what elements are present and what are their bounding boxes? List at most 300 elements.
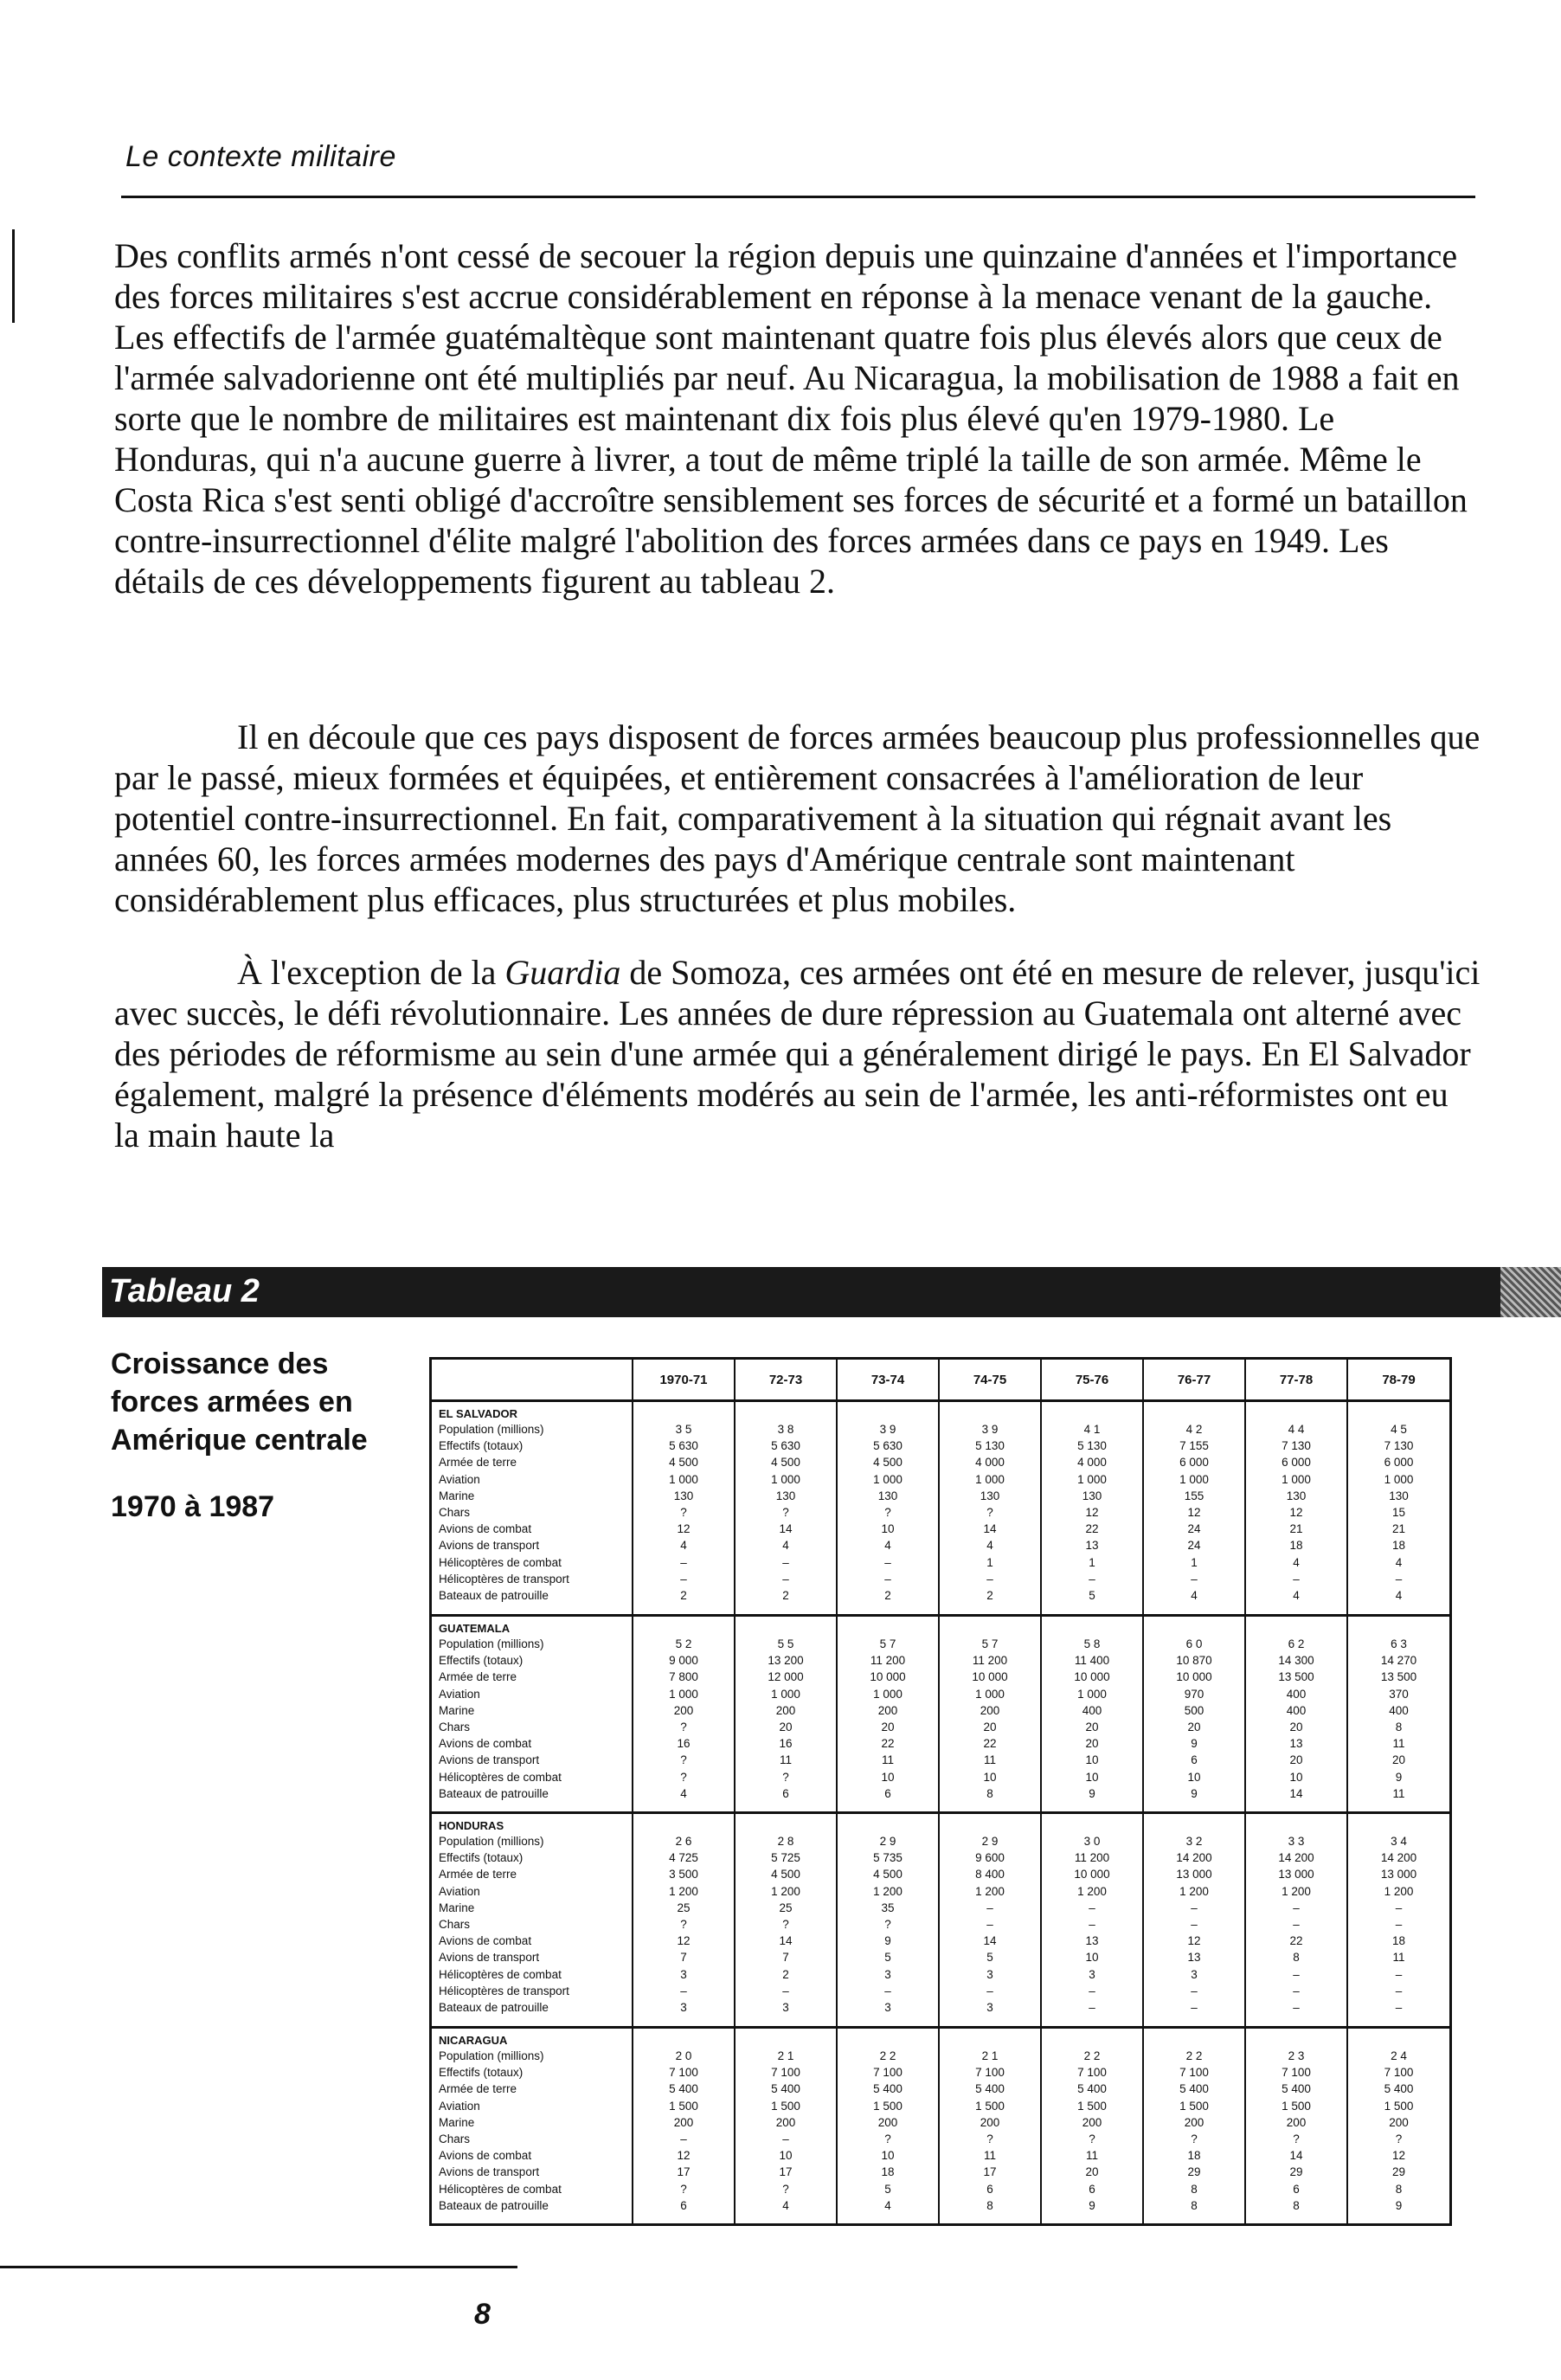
table-cell: 1 200: [771, 1884, 800, 1898]
table-cell: 4: [782, 2198, 789, 2212]
table-cell: 13 000: [1176, 1868, 1212, 1881]
table-cell: –: [782, 1984, 789, 1997]
table-cell: 4: [986, 1539, 993, 1553]
table-cell: 7: [782, 1951, 789, 1965]
table-cell: 9: [1395, 2198, 1403, 2212]
table-cell: 11 200: [870, 1654, 906, 1668]
table-cell: 20: [1085, 1720, 1099, 1734]
table-cell: 4 500: [873, 1456, 903, 1470]
table-cell: 7: [680, 1951, 687, 1965]
row-label: Population (millions): [439, 1637, 544, 1650]
table-cell: 4 000: [975, 1456, 1005, 1470]
table-cell: 1 200: [669, 1884, 698, 1898]
table-cell: –: [1395, 1901, 1403, 1914]
table-cell: ?: [782, 1506, 789, 1520]
table-cell: 3: [986, 2001, 993, 2015]
column-header: 76-77: [1143, 1360, 1245, 1401]
row-label: Aviation: [439, 1687, 480, 1701]
table-cell: –: [680, 1572, 687, 1586]
table-cell: ?: [884, 2132, 891, 2145]
table-cell: 1 500: [771, 2099, 800, 2113]
table-cell: ?: [680, 1770, 687, 1784]
column-header: 73-74: [837, 1360, 939, 1401]
table-cell: 4 725: [669, 1851, 698, 1865]
row-label: Avions de combat: [439, 1934, 532, 1948]
table-cell: 9: [1089, 1786, 1095, 1800]
table-cell: 4: [1293, 1555, 1300, 1569]
table-cell: 20: [779, 1720, 793, 1734]
table-cell: 11 200: [1074, 1851, 1110, 1865]
table-cell: –: [1395, 1918, 1403, 1932]
table-cell: 200: [1286, 2115, 1307, 2129]
table-cell: 11: [1085, 2149, 1098, 2163]
table-cell: 200: [877, 1703, 898, 1717]
table-cell: 18: [881, 2165, 895, 2179]
table-cell: 2: [782, 1589, 789, 1603]
table-cell: 4: [680, 1539, 687, 1553]
table-cell: 1 500: [873, 2099, 903, 2113]
table-cell: –: [782, 1572, 789, 1586]
table-cell: 10 000: [1074, 1670, 1110, 1684]
table-cell: 1 200: [1077, 1884, 1107, 1898]
table-cell: 9: [1191, 1786, 1198, 1800]
table-cell: 6: [884, 1786, 891, 1800]
table-cell: 3: [782, 2001, 789, 2015]
table-cell: –: [1191, 1572, 1198, 1586]
table-cell: 130: [877, 1489, 898, 1502]
table-cell: 4 5: [1391, 1423, 1407, 1436]
table-cell: –: [1293, 1967, 1300, 1981]
table-cell: 21: [1391, 1522, 1406, 1536]
table-cell: 11 200: [972, 1654, 1008, 1668]
table-cell: 1 000: [1282, 1472, 1311, 1486]
table-cell: 1: [986, 1555, 993, 1569]
table-cell: 12: [1289, 1506, 1303, 1520]
table-cell: 14 270: [1380, 1654, 1417, 1668]
table-cell: –: [1395, 1572, 1403, 1586]
table-cell: 10 000: [1074, 1868, 1110, 1881]
table-cell: 400: [1286, 1703, 1307, 1717]
row-label: Avions de combat: [439, 2149, 532, 2163]
table-cell: 11: [779, 1753, 792, 1767]
table-cell: 5 400: [1282, 2082, 1311, 2096]
table-cell: 9 000: [669, 1654, 698, 1668]
table-cell: 10: [1187, 1770, 1201, 1784]
table-cell: 8 400: [975, 1868, 1005, 1881]
row-label: Population (millions): [439, 1423, 544, 1436]
table-cell: 20: [1289, 1753, 1303, 1767]
table-cell: –: [986, 1901, 993, 1914]
table-cell: 13 200: [768, 1654, 804, 1668]
table-cell: –: [1089, 1918, 1095, 1932]
table-cell: 200: [775, 2115, 796, 2129]
column-header: 1970-71: [633, 1360, 735, 1401]
table-cell: 13: [1289, 1737, 1303, 1751]
table-cell: 370: [1389, 1687, 1409, 1701]
table-cell: 6 000: [1384, 1456, 1414, 1470]
row-label: Bateaux de patrouille: [439, 1589, 549, 1603]
table-cell: ?: [680, 2182, 687, 2196]
table-cell: 14: [1289, 2149, 1303, 2163]
table-cell: 6: [1191, 1753, 1198, 1767]
table-cell: 16: [779, 1737, 793, 1751]
table-cell: ?: [680, 1720, 687, 1734]
table-cell: –: [782, 1555, 789, 1569]
table-cell: –: [884, 1572, 891, 1586]
table-banner: [102, 1267, 1561, 1317]
table-cell: –: [1089, 1984, 1095, 1997]
table-cell: 1 500: [975, 2099, 1005, 2113]
table-cell: 20: [983, 1720, 997, 1734]
table-cell: 8: [1395, 1720, 1403, 1734]
row-label: Effectifs (totaux): [439, 1654, 524, 1668]
table-cell: 4 500: [873, 1868, 903, 1881]
column-header: 72-73: [735, 1360, 837, 1401]
table-cell: 4: [1191, 1589, 1198, 1603]
table-cell: –: [884, 1984, 891, 1997]
table-cell: 2 3: [1288, 2049, 1305, 2062]
table-cell: 7 100: [975, 2066, 1005, 2080]
table-cell: 4: [884, 2198, 891, 2212]
table-cell: 10: [881, 1770, 895, 1784]
table-cell: 3: [1089, 1967, 1095, 1981]
table-cell: –: [1191, 1901, 1198, 1914]
table-cell: 10: [881, 2149, 895, 2163]
table-cell: ?: [680, 1753, 687, 1767]
table-cell: 400: [1389, 1703, 1409, 1717]
table-cell: 10: [779, 2149, 793, 2163]
table-cell: 5 8: [1083, 1637, 1101, 1650]
table-cell: 8: [986, 2198, 993, 2212]
row-label: Bateaux de patrouille: [439, 1786, 549, 1800]
table-cell: 11: [881, 1753, 894, 1767]
row-label: Marine: [439, 1901, 475, 1914]
table-cell: 5 130: [1077, 1439, 1107, 1453]
table-cell: 6 2: [1288, 1637, 1305, 1650]
table-cell: 2: [986, 1589, 993, 1603]
country-section: [432, 1813, 1449, 2028]
table-cell: 14 200: [1176, 1851, 1212, 1865]
table-cell: 12: [1187, 1934, 1201, 1948]
table-cell: 5 7: [879, 1637, 896, 1650]
table-cell: 18: [1391, 1934, 1406, 1948]
row-label: Avions de combat: [439, 1522, 532, 1536]
table-cell: 11: [1392, 1786, 1405, 1800]
table-cell: –: [986, 1572, 993, 1586]
table-cell: 5 400: [873, 2082, 903, 2096]
table-label: Tableau 2: [109, 1273, 260, 1309]
row-label: Chars: [439, 1506, 471, 1520]
table-cell: 4: [1395, 1589, 1403, 1603]
table-cell: 130: [1286, 1489, 1307, 1502]
table-cell: 9: [1395, 1770, 1403, 1784]
table-cell: 2 2: [1185, 2049, 1203, 2062]
country-name: NICARAGUA: [439, 2033, 508, 2047]
table-cell: 200: [673, 1703, 694, 1717]
table-cell: –: [1293, 1984, 1300, 1997]
table-cell: 4: [680, 1786, 687, 1800]
table-cell: 22: [983, 1737, 997, 1751]
table-cell: 200: [673, 2115, 694, 2129]
table-corner: [432, 1360, 633, 1401]
table-cell: 6 000: [1282, 1456, 1311, 1470]
table-cell: 20: [1187, 1720, 1201, 1734]
row-label: Population (millions): [439, 1835, 544, 1848]
table-cell: 2 1: [981, 2049, 999, 2062]
table-cell: 10 870: [1176, 1654, 1212, 1668]
table-cell: ?: [782, 1770, 789, 1784]
table-cell: 14 200: [1380, 1851, 1417, 1865]
table-cell: 11 400: [1074, 1654, 1110, 1668]
table-cell: 18: [1391, 1539, 1406, 1553]
row-label: Population (millions): [439, 2049, 544, 2062]
table-cell: 5: [884, 1951, 891, 1965]
table-cell: 130: [673, 1489, 694, 1502]
table-cell: 7 155: [1179, 1439, 1209, 1453]
table-cell: 5 400: [975, 2082, 1005, 2096]
row-label: Chars: [439, 1918, 471, 1932]
table-cell: 2 0: [675, 2049, 692, 2062]
table-cell: –: [1293, 1918, 1300, 1932]
change-bar: [12, 229, 15, 323]
table-cell: 3: [986, 1967, 993, 1981]
table-cell: 5 735: [873, 1851, 903, 1865]
table-cell: 15: [1391, 1506, 1406, 1520]
table-cell: 3: [1191, 1967, 1198, 1981]
table-cell: 4 500: [669, 1456, 698, 1470]
table-cell: 22: [881, 1737, 895, 1751]
table-cell: 6 0: [1185, 1637, 1203, 1650]
table-cell: 3 9: [879, 1423, 896, 1436]
table-cell: 500: [1184, 1703, 1204, 1717]
table-cell: 12: [677, 1934, 691, 1948]
table-cell: 2: [884, 1589, 891, 1603]
table-cell: 7 130: [1384, 1439, 1414, 1453]
table-cell: 200: [1082, 2115, 1102, 2129]
table-cell: 5 400: [771, 2082, 800, 2096]
table-cell: 3: [680, 2001, 687, 2015]
table-cell: 10 000: [870, 1670, 906, 1684]
table-cell: 4: [1293, 1589, 1300, 1603]
table-cell: 130: [980, 1489, 1000, 1502]
table-cell: 7 100: [1179, 2066, 1209, 2080]
table-cell: 400: [1082, 1703, 1102, 1717]
table-cell: 10: [1085, 1951, 1099, 1965]
table-cell: 8: [1293, 2198, 1300, 2212]
row-label: Aviation: [439, 2099, 480, 2113]
table-cell: –: [1293, 1901, 1300, 1914]
table-cell: 9: [884, 1934, 891, 1948]
table-cell: 200: [775, 1703, 796, 1717]
table-cell: 14 300: [1278, 1654, 1314, 1668]
table-cell: –: [680, 1984, 687, 1997]
row-label: Armée de terre: [439, 1868, 517, 1881]
table-cell: –: [782, 2132, 789, 2145]
table-cell: 400: [1286, 1687, 1307, 1701]
row-label: Aviation: [439, 1472, 480, 1486]
table-cell: 13 500: [1278, 1670, 1314, 1684]
table-cell: 4 500: [771, 1456, 800, 1470]
country-section: [432, 2027, 1449, 2223]
table-cell: 9: [1089, 2198, 1095, 2212]
table-cell: 5 7: [981, 1637, 999, 1650]
table-cell: ?: [986, 2132, 993, 2145]
table-cell: 130: [1082, 1489, 1102, 1502]
table-cell: 10: [1085, 1753, 1099, 1767]
table-cell: 1 200: [873, 1884, 903, 1898]
table-cell: –: [1191, 1984, 1198, 1997]
table-cell: 20: [1085, 2165, 1099, 2179]
table-cell: 14: [779, 1522, 793, 1536]
table-cell: 200: [1184, 2115, 1204, 2129]
row-label: Hélicoptères de combat: [439, 1770, 562, 1784]
table-cell: 1 000: [669, 1472, 698, 1486]
row-label: Hélicoptères de combat: [439, 2182, 562, 2196]
country-section: [432, 1615, 1449, 1812]
table-cell: 1 500: [1077, 2099, 1107, 2113]
table-cell: –: [1293, 2001, 1300, 2015]
column-header: 78-79: [1347, 1360, 1449, 1401]
table-cell: 7 100: [1282, 2066, 1311, 2080]
table-cell: 5 2: [675, 1637, 692, 1650]
table-cell: 25: [779, 1901, 793, 1914]
table-cell: 17: [677, 2165, 691, 2179]
table-cell: 1 000: [975, 1472, 1005, 1486]
table-cell: 2 9: [879, 1835, 896, 1848]
row-label: Armée de terre: [439, 2082, 517, 2096]
row-label: Armée de terre: [439, 1456, 517, 1470]
table-cell: 6: [680, 2198, 687, 2212]
table-cell: 17: [983, 2165, 997, 2179]
table-cell: 20: [1085, 1737, 1099, 1751]
table-cell: 3: [884, 2001, 891, 2015]
table-cell: 10 000: [1176, 1670, 1212, 1684]
table-cell: 6: [1293, 2182, 1300, 2196]
table-cell: 4 000: [1077, 1456, 1107, 1470]
table-cell: ?: [884, 1918, 891, 1932]
table-cell: 7 100: [771, 2066, 800, 2080]
row-label: Hélicoptères de transport: [439, 1572, 569, 1586]
table-cell: 3: [884, 1967, 891, 1981]
table-cell: –: [1191, 1918, 1198, 1932]
table-cell: –: [1395, 1967, 1403, 1981]
country-section: [432, 1401, 1449, 1616]
table-cell: 4: [1395, 1555, 1403, 1569]
row-label: Effectifs (totaux): [439, 1439, 524, 1453]
row-label: Hélicoptères de combat: [439, 1967, 562, 1981]
table-cell: 8: [1191, 2182, 1198, 2196]
row-label: Avions de combat: [439, 1737, 532, 1751]
row-label: Bateaux de patrouille: [439, 2001, 549, 2015]
table-cell: –: [1089, 1901, 1095, 1914]
table-cell: 29: [1391, 2165, 1406, 2179]
table-cell: –: [680, 1555, 687, 1569]
table-cell: 7 130: [1282, 1439, 1311, 1453]
table-cell: 22: [1289, 1934, 1303, 1948]
table-cell: 3: [680, 1967, 687, 1981]
table-cell: –: [680, 2132, 687, 2145]
table-cell: 5: [884, 2182, 891, 2196]
table-cell: ?: [1191, 2132, 1198, 2145]
paragraph-3: À l'exception de la Guardia de Somoza, ces armées ont été en mesure de relever, jusqu'ici avec succès, le défi révolutionnaire. Les années de dure répression au Guatemala ont alterné avec des périodes de réformisme au sein d'une armée qui a généralement dirigé le pays. En El Salvador également, malgré la présence d'éléments modérés au sein de l'armée, les anti-réformistes ont eu la main haute la: [114, 953, 1481, 1155]
table-cell: 1 200: [1179, 1884, 1209, 1898]
table-cell: 1 000: [771, 1472, 800, 1486]
table-cell: 1 200: [975, 1884, 1005, 1898]
table-cell: 8: [1191, 2198, 1198, 2212]
table-cell: –: [1293, 1572, 1300, 1586]
table-cell: 1 000: [873, 1687, 903, 1701]
table-cell: 3 4: [1391, 1835, 1407, 1848]
table-cell: 2 2: [879, 2049, 896, 2062]
table-cell: 2 9: [981, 1835, 999, 1848]
table-cell: ?: [680, 1918, 687, 1932]
table-cell: 10: [1289, 1770, 1303, 1784]
table-cell: 8: [1293, 1951, 1300, 1965]
table-cell: 1 200: [1282, 1884, 1311, 1898]
table-cell: 2 4: [1391, 2049, 1407, 2062]
table-cell: 3 3: [1288, 1835, 1305, 1848]
table-cell: 1: [1191, 1555, 1198, 1569]
table-cell: 1 200: [1384, 1884, 1414, 1898]
table-cell: 5 630: [873, 1439, 903, 1453]
table-cell: 1 500: [1179, 2099, 1209, 2113]
table-cell: 2: [782, 1967, 789, 1981]
table-cell: 2: [680, 1589, 687, 1603]
table-cell: 29: [1187, 2165, 1201, 2179]
row-label: Aviation: [439, 1884, 480, 1898]
row-label: Chars: [439, 2132, 471, 2145]
row-label: Bateaux de patrouille: [439, 2198, 549, 2212]
table-cell: 3 500: [669, 1868, 698, 1881]
table-cell: 14: [983, 1934, 997, 1948]
table-cell: 12 000: [768, 1670, 804, 1684]
table-cell: 1 000: [975, 1687, 1005, 1701]
table-cell: ?: [1395, 2132, 1403, 2145]
table-cell: ?: [884, 1506, 891, 1520]
table-cell: 5 400: [669, 2082, 698, 2096]
table-cell: 130: [775, 1489, 796, 1502]
row-label: Hélicoptères de combat: [439, 1555, 562, 1569]
table-title: Croissance des forces armées en Amérique centrale: [111, 1348, 368, 1457]
table-cell: 10: [881, 1522, 895, 1536]
country-name: EL SALVADOR: [439, 1407, 518, 1420]
table-cell: 18: [1187, 2149, 1201, 2163]
table-cell: 6 3: [1391, 1637, 1407, 1650]
row-label: Effectifs (totaux): [439, 1851, 524, 1865]
table-cell: 2 8: [777, 1835, 794, 1848]
table-cell: 6 000: [1179, 1456, 1209, 1470]
table-cell: 1: [1089, 1555, 1095, 1569]
running-header: Le contexte militaire: [125, 140, 396, 173]
footer-rule: [0, 2266, 517, 2268]
table-cell: 3 8: [777, 1423, 794, 1436]
table-cell: 5: [986, 1951, 993, 1965]
row-label: Marine: [439, 1703, 475, 1717]
table-cell: ?: [986, 1506, 993, 1520]
country-name: HONDURAS: [439, 1819, 504, 1832]
paragraph-1: Des conflits armés n'ont cessé de secouer la région depuis une quinzaine d'années et l'importance des forces militaires s'est accrue considérablement en réponse à la menace venant de la gauche. Les effectifs de l'armée guatémaltèque sont maintenant quatre fois plus élevés alors que ceux de l'armée salvadorienne ont été multipliés par neuf. Au Nicaragua, la mobilisation de 1988 a fait en sorte que le nombre de militaires est maintenant dix fois plus élevé qu'en 1979-1980. Le Honduras, qui n'a aucune guerre à livrer, a tout de même triplé la taille de son armée. Même le Costa Rica s'est senti obligé d'accroître sensiblement ses forces de sécurité et a formé un bataillon contre-insurrectionnel d'élite malgré l'abolition des forces armées dans ce pays en 1949. Les détails de ces développements figurent au tableau 2.: [114, 236, 1468, 601]
table-cell: 13 500: [1380, 1670, 1417, 1684]
table-cell: 14: [1289, 1786, 1303, 1800]
table-cell: 1 000: [873, 1472, 903, 1486]
table-cell: 7 100: [1384, 2066, 1414, 2080]
table-cell: 7 100: [873, 2066, 903, 2080]
row-label: Chars: [439, 1720, 471, 1734]
column-header: 74-75: [939, 1360, 1041, 1401]
guardia-italic: Guardia: [504, 953, 621, 992]
table-cell: ?: [1293, 2132, 1300, 2145]
row-label: Hélicoptères de transport: [439, 1984, 569, 1997]
